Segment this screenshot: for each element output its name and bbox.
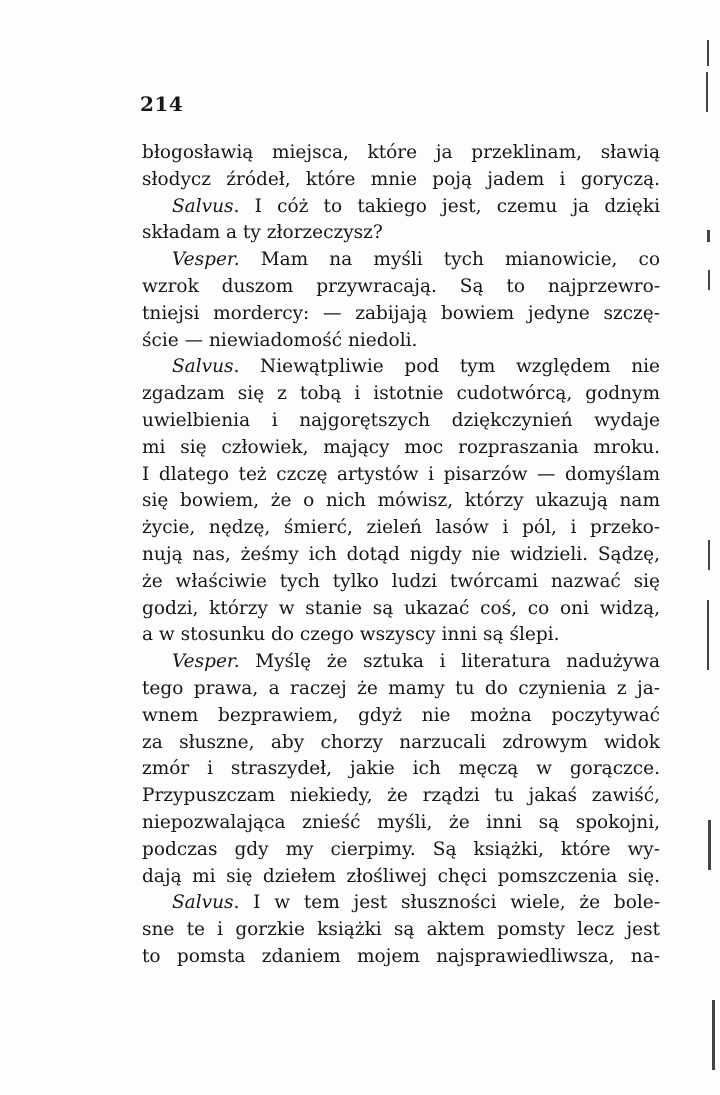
text-line: [142, 167, 660, 194]
text-line: [142, 301, 660, 328]
line-text: I dlatego też czczę artystów i pisarzów — domyślam: [142, 463, 660, 485]
text-line: [142, 435, 660, 462]
line-text: podczas gdy my cierpimy. Są książki, które wy-: [142, 838, 660, 860]
line-text: Przypuszczam niekiedy, że rządzi tu jakaś zawiść,: [142, 785, 660, 807]
text-line: [142, 676, 660, 703]
line-text: że właściwie tych tylko ludzi twórcami nazwać się: [142, 570, 660, 592]
line-text: sne te i gorzkie książki są aktem pomsty lecz jest: [142, 919, 660, 941]
dialogue-line: [142, 890, 660, 917]
line-text: za słuszne, aby chorzy narzucali zdrowym widok: [142, 731, 660, 753]
speaker-name: Vesper.: [172, 249, 240, 271]
scan-edge-mark: [712, 1000, 715, 1070]
text-line: [142, 864, 660, 891]
line-text: wzrok duszom przywracają. Są to najprzewro-: [142, 275, 660, 297]
speaker-name: Salvus.: [172, 195, 240, 217]
line-text: godzi, którzy w stanie są ukazać coś, co oni widzą,: [142, 597, 660, 619]
speaker-name: Salvus.: [172, 892, 240, 914]
scan-edge-mark: [708, 820, 711, 870]
text-line: [142, 944, 660, 971]
dialogue-line: [142, 649, 660, 676]
scan-edge-mark: [707, 230, 710, 242]
speaker-name: Salvus.: [172, 356, 240, 378]
line-text: życie, nędzę, śmierć, zieleń lasów i pól, i przeko-: [142, 517, 660, 539]
line-text: uwielbienia i najgorętszych dziękczynień wydaje: [142, 409, 660, 431]
line-text: tego prawa, a raczej że mamy tu do czynienia z ja-: [142, 677, 660, 699]
line-text: składam a ty złorzeczysz?: [142, 222, 383, 244]
line-text: Niewątpliwie pod tym względem nie: [239, 356, 660, 378]
dialogue-line: [142, 247, 660, 274]
scan-edge-mark: [706, 72, 708, 112]
text-line: [142, 783, 660, 810]
text-line: [142, 596, 660, 623]
text-line: [142, 462, 660, 489]
line-text: nują nas, żeśmy ich dotąd nigdy nie widzieli. Sądzę,: [142, 543, 660, 565]
line-text: niepozwalająca znieść myśli, że inni są spokojni,: [142, 811, 660, 833]
scan-edge-mark: [707, 40, 709, 66]
line-text: I w tem jest słuszności wiele, że bole-: [239, 892, 660, 914]
text-line: [142, 381, 660, 408]
text-line: [142, 837, 660, 864]
line-text: zgadzam się z tobą i istotnie cudotwórcą, godnym: [142, 383, 660, 405]
text-line: [142, 756, 660, 783]
speaker-name: Vesper.: [172, 651, 240, 673]
text-line: [142, 488, 660, 515]
line-text: tniejsi mordercy: — zabijają bowiem jedyne szczę-: [142, 302, 660, 324]
line-text: a w stosunku do czego wszyscy inni są ślepi.: [142, 624, 560, 646]
line-text: I cóż to takiego jest, czemu ja dzięki: [239, 195, 660, 217]
page-number: 214: [140, 92, 184, 116]
text-line: [142, 274, 660, 301]
body-text: [142, 140, 660, 971]
text-line: [142, 730, 660, 757]
text-line: [142, 140, 660, 167]
scan-edge-mark: [708, 270, 710, 290]
line-text: mi się człowiek, mający moc rozpraszania mroku.: [142, 436, 660, 458]
line-text: Myślę że sztuka i literatura nadużywa: [239, 651, 660, 673]
line-text: ście — niewiadomość niedoli.: [142, 329, 418, 351]
scan-edge-mark: [707, 600, 709, 670]
line-text: to pomsta zdaniem mojem najsprawiedliwsza, na-: [142, 945, 660, 967]
scan-edge-mark: [708, 540, 710, 570]
text-line: [142, 810, 660, 837]
text-line: [142, 515, 660, 542]
text-line: [142, 622, 660, 649]
dialogue-line: [142, 354, 660, 381]
line-text: zmór i straszydeł, jakie ich męczą w gorączce.: [142, 758, 660, 780]
text-line: [142, 917, 660, 944]
text-line: [142, 703, 660, 730]
line-text: się bowiem, że o nich mówisz, którzy ukazują nam: [142, 490, 660, 512]
line-text: wnem bezprawiem, gdyż nie można poczytywać: [142, 704, 660, 726]
line-text: dają mi się dziełem złośliwej chęci pomszczenia się.: [142, 865, 660, 887]
text-line: [142, 328, 660, 355]
dialogue-line: [142, 194, 660, 221]
line-text: błogosławią miejsca, które ja przeklinam, sławią: [142, 142, 660, 163]
text-line: [142, 542, 660, 569]
line-text: słodycz źródeł, które mnie poją jadem i goryczą.: [142, 168, 660, 190]
text-line: [142, 220, 660, 247]
text-line: [142, 569, 660, 596]
text-line: [142, 408, 660, 435]
line-text: Mam na myśli tych mianowicie, co: [239, 249, 660, 271]
